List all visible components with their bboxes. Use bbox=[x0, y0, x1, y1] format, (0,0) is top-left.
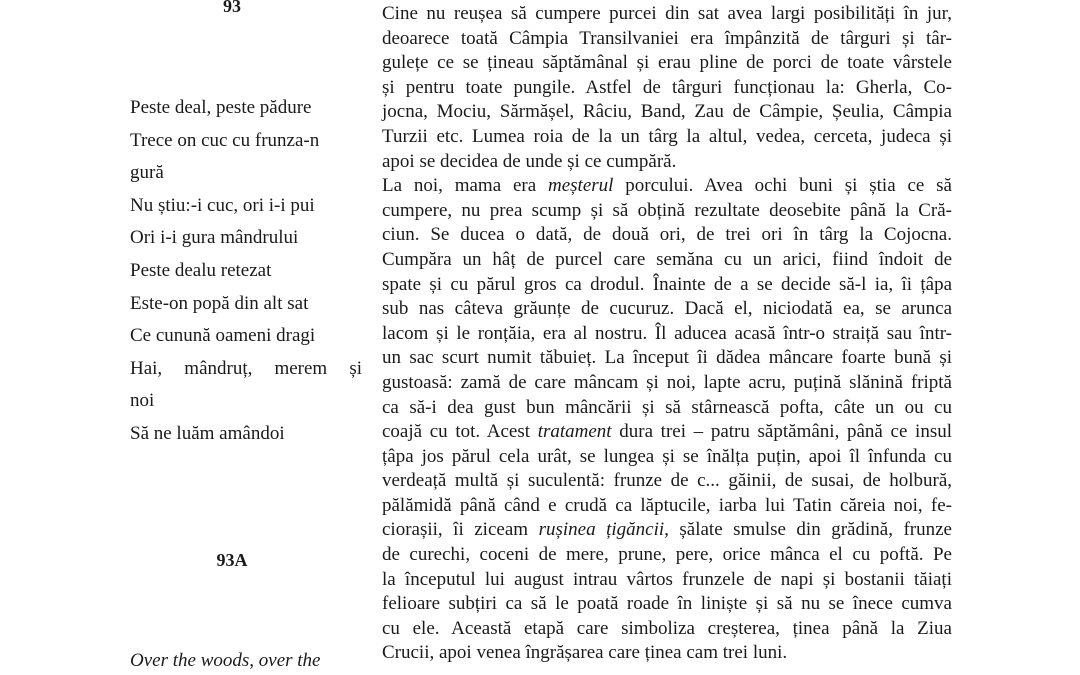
prose-line: cumpere, nu prea scump și să obțină rezultate deosebite până la Cră- bbox=[382, 199, 952, 221]
prose-line: un sac scurt numit tăbuieț. La început îi dădea mâncare foarte bună și bbox=[382, 347, 952, 369]
prose-line: gulețe ce se țineau săptămânal și erau pline de porci de toate vârstele bbox=[382, 52, 952, 74]
prose-line: țâpa jos părul cela urât, se lungea și se înălța puțin, apoi îl înfunda cu bbox=[382, 445, 952, 467]
verse-line: Nu știu:-i cuc, ori i-i pui bbox=[130, 194, 315, 216]
prose-line: felioare subțiri ca să le poată roade în liniște și să nu se înece cumva bbox=[382, 593, 952, 615]
verse-line: Trece on cuc cu frunza-n bbox=[130, 129, 320, 151]
prose-emphasis: rușinea țigăncii, bbox=[538, 519, 669, 541]
verse-line: Peste dealu retezat bbox=[130, 259, 272, 281]
prose-line: sub nas câteva grăunțe de cucuruz. Dacă el, niciodată ea, se arunca bbox=[382, 298, 952, 320]
song-number-heading: 93 bbox=[223, 0, 241, 16]
prose-emphasis: meșterul bbox=[548, 175, 614, 197]
prose-text: șălate smulse din grădină, frunze bbox=[668, 519, 952, 541]
prose-line: gustoasă: zamă de care mâncam și noi, lapte acru, puțină slănină friptă bbox=[382, 371, 952, 393]
prose-line: și pentru toate pungile. Astfel de târguri funcționau la: Gherla, Co- bbox=[382, 76, 952, 98]
prose-line: lacom și le ronțăia, era al nostru. Îl aducea acasă într-o straiță sau într- bbox=[382, 322, 952, 344]
verse-line-english: Over the woods, over the bbox=[130, 650, 321, 671]
prose-text: coajă cu tot. Acest bbox=[382, 421, 538, 443]
prose-line: la începutul lui august intrau vârtos frunzele de napi și bostanii tăiați bbox=[382, 568, 952, 590]
verse-line: Ce cunună oameni dragi bbox=[130, 325, 316, 347]
prose-column bbox=[382, 2, 952, 666]
prose-line: Cumpăra un hâț de purcel care semăna cu un arici, fiind îndoit de bbox=[382, 248, 952, 270]
prose-line bbox=[382, 174, 952, 199]
prose-line: ca să-i dea gust bun mâncării și să stârnească pofta, câte un ou cu bbox=[382, 396, 952, 418]
prose-line: apoi se decidea de unde și ce cumpără. bbox=[382, 150, 677, 172]
prose-line: de curechi, coceni de mere, prune, pere, orice mânca el cu poftă. Pe bbox=[382, 544, 952, 566]
verse-line: Peste deal, peste pădure bbox=[130, 97, 312, 118]
prose-line bbox=[382, 518, 952, 543]
prose-line: pălămidă până când e crudă ca lăptucile, iarba lui Tatin căreia noi, fe- bbox=[382, 494, 952, 516]
prose-line: deoarece toată Câmpia Transilvaniei era împânzită de târguri și târ- bbox=[382, 27, 952, 49]
prose-line: spate și cu părul gros ca drodul. Înainte de a se decide să-l ia, îi țâpa bbox=[382, 273, 952, 295]
verse-line: noi bbox=[130, 390, 155, 412]
prose-line: jocna, Mociu, Sărmășel, Râciu, Band, Zau de Câmpie, Șeulia, Câmpia bbox=[382, 101, 952, 123]
prose-line: cu ele. Această etapă care simboliza creșterea, ținea până la Ziua bbox=[382, 617, 952, 639]
prose-emphasis: tratament bbox=[537, 421, 612, 443]
prose-line: Crucii, apoi venea îngrășarea care ținea cam trei luni. bbox=[382, 642, 788, 664]
song-number-heading: 93A bbox=[216, 550, 248, 570]
prose-text: porcului. Avea ochi buni și știa ce să bbox=[613, 175, 952, 197]
prose-line: Turzii etc. Lumea roia de la un târg la altul, vedea, cerceta, judeca și bbox=[382, 125, 952, 147]
verse-line: Este-on popă din alt sat bbox=[130, 292, 309, 314]
prose-line bbox=[382, 420, 952, 445]
prose-text: La noi, mama era bbox=[382, 175, 548, 197]
verse-line: gură bbox=[130, 162, 164, 184]
prose-line: ciun. Se ducea o dată, de două ori, de trei ori în târg la Cojocna. bbox=[382, 224, 952, 246]
verse-line: Să ne luăm amândoi bbox=[130, 422, 285, 444]
verse-line: Hai, mândruț, merem și bbox=[130, 357, 362, 379]
verse-block bbox=[130, 92, 362, 451]
prose-text: dura trei – patru săptămâni, până ce insul bbox=[611, 421, 952, 443]
prose-line: Cine nu reușea să cumpere purcei din sat avea largi posibilități în jur, bbox=[382, 3, 952, 24]
prose-line: verdeață multă și suculentă: frunze de c... găinii, de susai, de holbură, bbox=[382, 470, 952, 492]
prose-text: ciorașii, îi ziceam bbox=[382, 519, 539, 541]
verse-line: Ori i-i gura mândrului bbox=[130, 227, 299, 249]
